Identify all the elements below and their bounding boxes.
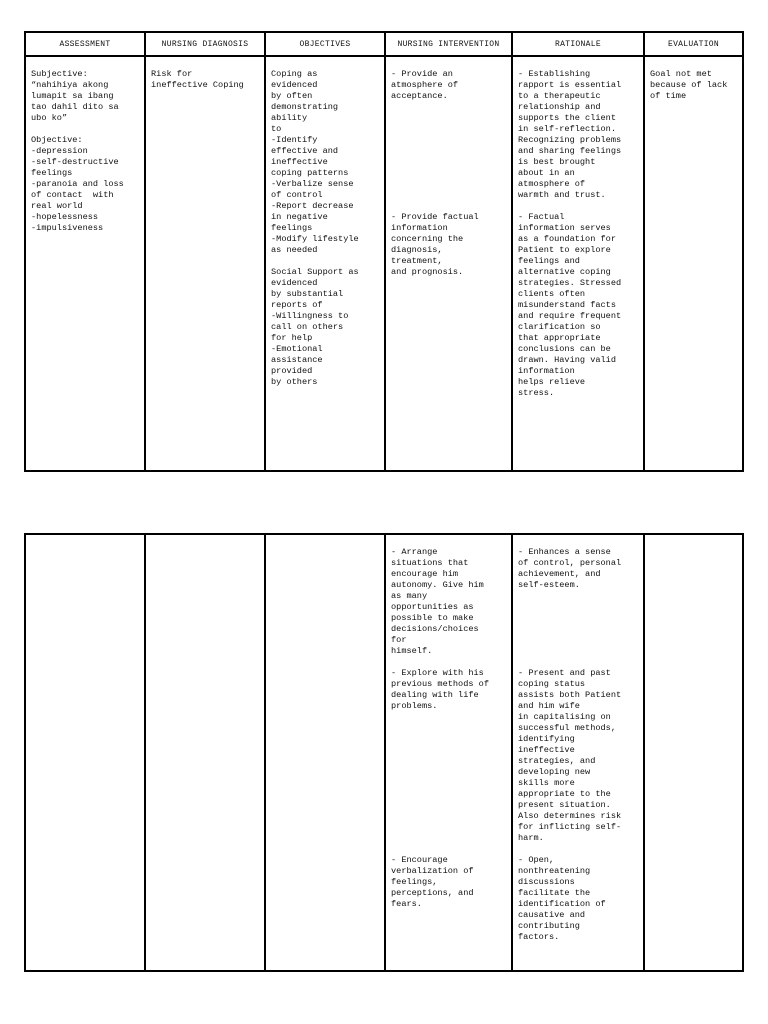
rationale-cell bbox=[513, 57, 645, 470]
evaluation-text: Goal not met because of lack of time bbox=[650, 69, 728, 101]
rationale-item: - Establishing rapport is essential to a therapeutic relationship and supports the client in self-reflection. Recognizing problems and sharing feelings is best brought about in an atmosphere of warmth and trust. bbox=[518, 69, 622, 200]
header-row bbox=[26, 33, 742, 57]
intervention-item: - Arrange situations that encourage him autonomy. Give him as many opportunities as possible to make decisions/choices for himself. bbox=[391, 547, 484, 656]
objective-items: -depression -self-destructive feelings -paranoia and loss of contact with real world -hopelessness -impulsiveness bbox=[31, 146, 124, 233]
objective-coping: Coping as evidenced by often demonstrating ability to -Identify effective and ineffective coping patterns -Verbalize sense of control -Report decrease in negative feelings -Modify lifestyle as needed bbox=[271, 69, 359, 255]
objective-social-support: Social Support as evidenced by substantial reports of -Willingness to call on others for help -Emotional assistance provided by others bbox=[271, 267, 359, 387]
diagnosis-cell bbox=[146, 535, 266, 970]
evaluation-cell bbox=[645, 535, 742, 970]
intervention-item: - Provide factual information concerning the diagnosis, treatment, and prognosis. bbox=[391, 212, 479, 277]
assessment-cell bbox=[26, 57, 146, 470]
intervention-item: - Encourage verbalization of feelings, perceptions, and fears. bbox=[391, 855, 474, 909]
header-nursing-intervention: NURSING INTERVENTION bbox=[386, 33, 513, 55]
rationale-item: - Factual information serves as a foundation for Patient to explore feelings and alternative coping strategies. Stressed clients often misunderstand facts and require frequent clarification so that appropriate conclusions can be drawn. Having valid information helps relieve stress. bbox=[518, 212, 622, 398]
body-row bbox=[26, 57, 742, 470]
diagnosis-cell bbox=[146, 57, 266, 470]
care-plan-table-1 bbox=[24, 31, 744, 472]
header-evaluation: EVALUATION bbox=[667, 39, 719, 49]
evaluation-cell bbox=[645, 57, 742, 470]
rationale-item: - Open, nonthreatening discussions facilitate the identification of causative and contributing factors. bbox=[518, 855, 606, 942]
rationale-item: - Present and past coping status assists both Patient and him wife in capitalising on successful methods, identifying ineffective strategies, and developing new skills more appropriate to the present situation. Also determines risk for inflicting self- harm. bbox=[518, 668, 622, 843]
intervention-item: - Provide an atmosphere of acceptance. bbox=[391, 69, 459, 101]
subjective-quote: “nahihiya akong lumapit sa ibang tao dahil dito sa ubo ko” bbox=[31, 80, 119, 123]
objectives-cell bbox=[266, 57, 386, 470]
header-rationale: RATIONALE bbox=[513, 33, 645, 55]
objectives-cell bbox=[266, 535, 386, 970]
diagnosis-text: Risk for ineffective Coping bbox=[151, 69, 244, 90]
rationale-cell bbox=[513, 535, 645, 970]
intervention-cell bbox=[386, 535, 513, 970]
body-row bbox=[26, 535, 742, 970]
care-plan-table-2 bbox=[24, 533, 744, 972]
intervention-item: - Explore with his previous methods of dealing with life problems. bbox=[391, 668, 489, 711]
objective-label: Objective: bbox=[31, 135, 83, 145]
assessment-cell bbox=[26, 535, 146, 970]
intervention-cell bbox=[386, 57, 513, 470]
subjective-label: Subjective: bbox=[31, 69, 88, 79]
header-assessment: ASSESSMENT bbox=[26, 33, 146, 55]
header-objectives: OBJECTIVES bbox=[266, 33, 386, 55]
rationale-item: - Enhances a sense of control, personal achievement, and self-esteem. bbox=[518, 547, 622, 590]
header-nursing-diagnosis: NURSING DIAGNOSIS bbox=[146, 33, 266, 55]
